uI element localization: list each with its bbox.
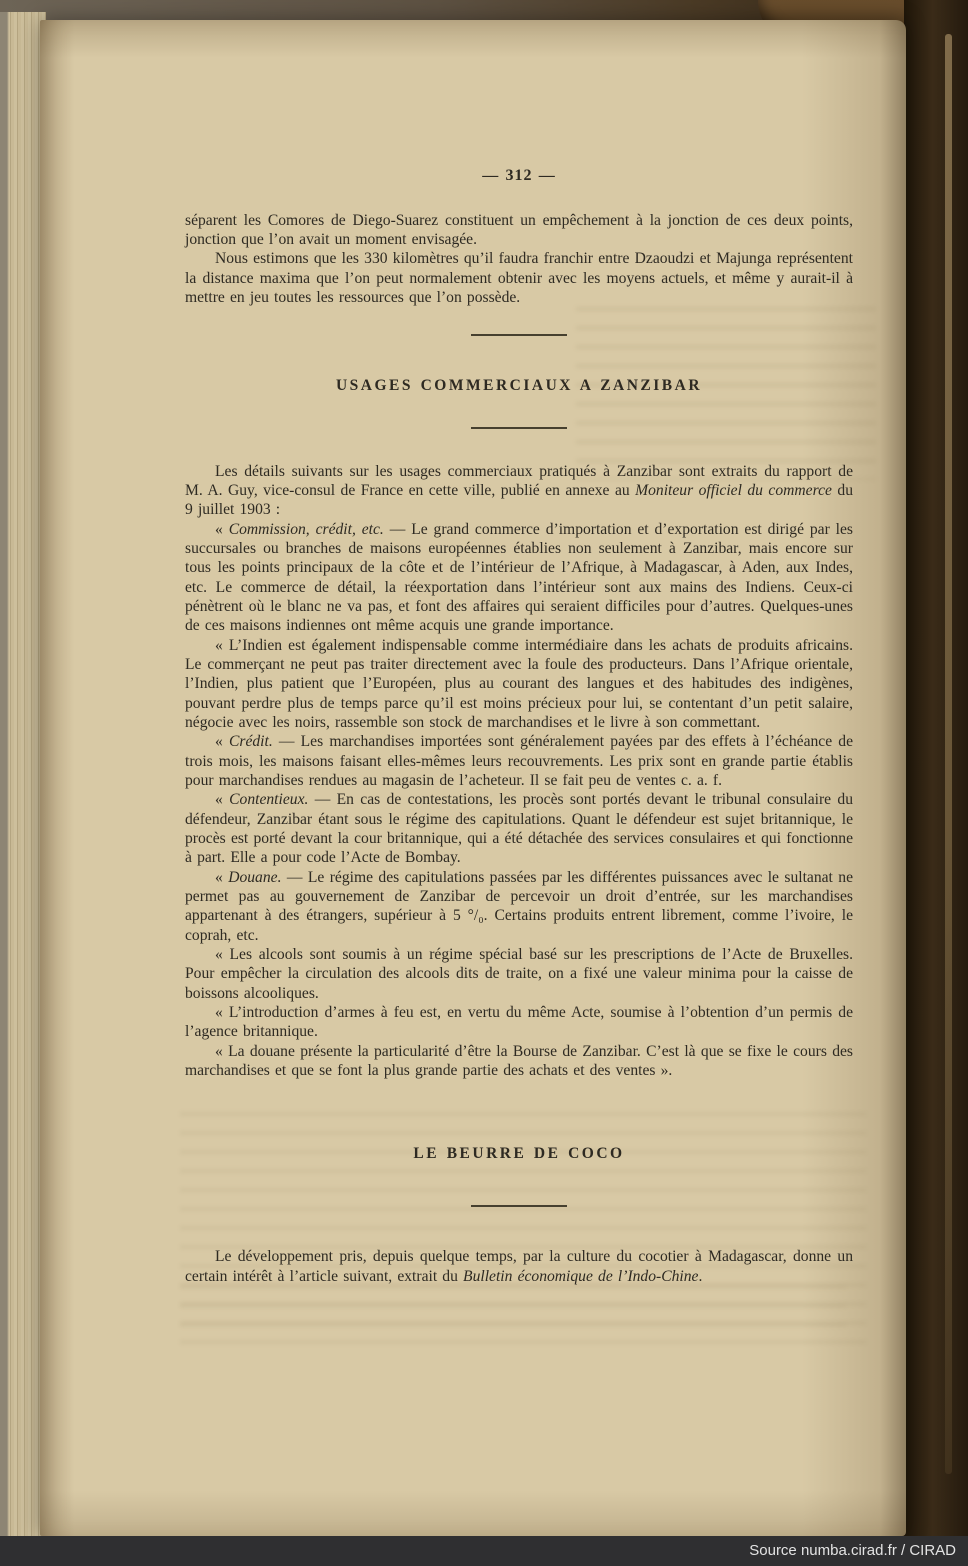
section-usages-paragraphs: [185, 462, 853, 1081]
paragraph: « Contentieux. — En cas de contestations, les procès sont portés devant le tribunal consulaire du défendeur, Zanzibar étant sous le régime des capitulations. Quant le défendeur est sujet britannique, le procès est porté devant la cour britannique, qui a été détachée des services consulaires et qui fonctionne à part. Elle a pour code l’Acte de Bombay.: [185, 791, 854, 867]
paragraph: « Douane. — Le régime des capitulations passées par les différentes puissances avec le sultanat ne permet pas au gouvernement de Zanzibar de percevoir un droit d’entrée, sur les marchandises appartenant à des étrangers, supérieur à 5 °/₀. Certains produits entrent librement, comme l’ivoire, le coprah, etc.: [185, 868, 853, 944]
paragraph: « Crédit. — Les marchandises importées sont généralement payées par des effets à l’échéance de trois mois, les maisons faisant elles-mêmes leurs recouvrements. Les prix sont en grande partie établis pour marchandises rendues au magasin de l’acheteur. Il se fait peu de ventes c. a. f.: [185, 733, 854, 789]
section-title-usages-commerciaux: USAGES COMMERCIAUX A ZANZIBAR: [335, 377, 703, 395]
source-attribution-text: Source numba.cirad.fr / CIRAD: [749, 1542, 956, 1559]
right-book-edge: [904, 0, 968, 1536]
paragraph: « L’introduction d’armes à feu est, en vertu du même Acte, soumise à l’obtention d’un permis de l’agence britannique.: [185, 1003, 853, 1041]
paragraph: « Les alcools sont soumis à un régime spécial basé sur les prescriptions de l’Acte de Bruxelles. Pour empêcher la circulation des alcools dits de traite, on a fixé une valeur minima pour la caisse de boissons alcooliques.: [185, 945, 853, 1002]
scanned-page: [40, 20, 906, 1536]
section-beurre-paragraphs: [185, 1247, 853, 1286]
ink-bleed-through: [180, 1278, 846, 1338]
paragraph: Nous estimons que les 330 kilomètres qu’il faudra franchir entre Dzaoudzi et Majunga représentent la distance maxima que l’on peut normalement obtenir avec les moyens actuels, et même y aurait-il à mettre en jeu toutes les ressources que l’on possède.: [185, 250, 853, 307]
paragraph: Le développement pris, depuis quelque temps, par la culture du cocotier à Madagascar, donne un certain intérêt à l’article suivant, extrait du Bulletin économique de l’Indo-Chine.: [185, 1248, 853, 1285]
page-number: — 312 —: [482, 167, 556, 184]
intro-paragraphs: [185, 211, 853, 308]
paragraph: « La douane présente la particularité d’être la Bourse de Zanzibar. C’est là que se fixe le cours des marchandises et que se font la plus grande partie des achats et des ventes ».: [185, 1042, 853, 1079]
paragraph: « Commission, crédit, etc. — Le grand commerce d’importation et d’exportation est dirigé par les succursales ou branches de maisons européennes établies non seulement à Zanzibar, mais encore sur tous les points principaux de la côte et de l’intérieur de l’Afrique, à Madagascar, à Aden, aux Indes, etc. Le commerce de détail, la réexportation dans l’intérieur sont aux mains des Indiens. Ceux-ci pénètrent où le blanc ne va pas, et font des affaires qui seraient difficiles pour d’autres. Quelques-unes de ces maisons indiennes ont même acquis une grande importance.: [185, 520, 853, 635]
section-title-beurre-de-coco: LE BEURRE DE COCO: [413, 1145, 625, 1163]
paragraph: séparent les Comores de Diego-Suarez constituent un empêchement à la jonction de ces deux points, jonction que l’on avait un moment envisagée.: [185, 211, 853, 249]
paragraph: Les détails suivants sur les usages commerciaux pratiqués à Zanzibar sont extraits du rapport de M. A. Guy, vice-consul de France en cette ville, publié en annexe au Moniteur officiel du commerce du 9 juillet 1903 :: [185, 462, 853, 519]
separator-rule: [471, 427, 567, 429]
source-attribution-bar: [0, 1536, 968, 1566]
separator-rule: [471, 1205, 567, 1207]
adjacent-page-edge: [945, 34, 952, 1474]
text-column: [185, 166, 853, 1286]
paragraph: « L’Indien est également indispensable comme intermédiaire dans les achats de produits africains. Le commerçant ne peut pas traiter directement avec la foule des producteurs. Dans l’Afrique orientale, l’Indien, plus patient que l’Européen, plus au courant des langues et des habitudes des indigènes, pouvant perdre plus de temps parce qu’il est moins précieux pour lui, se contentant d’un petit salaire, négocie avec les noirs, rassemble son stock de marchandises et le livre à son commettant.: [185, 636, 853, 731]
separator-rule: [471, 334, 567, 336]
